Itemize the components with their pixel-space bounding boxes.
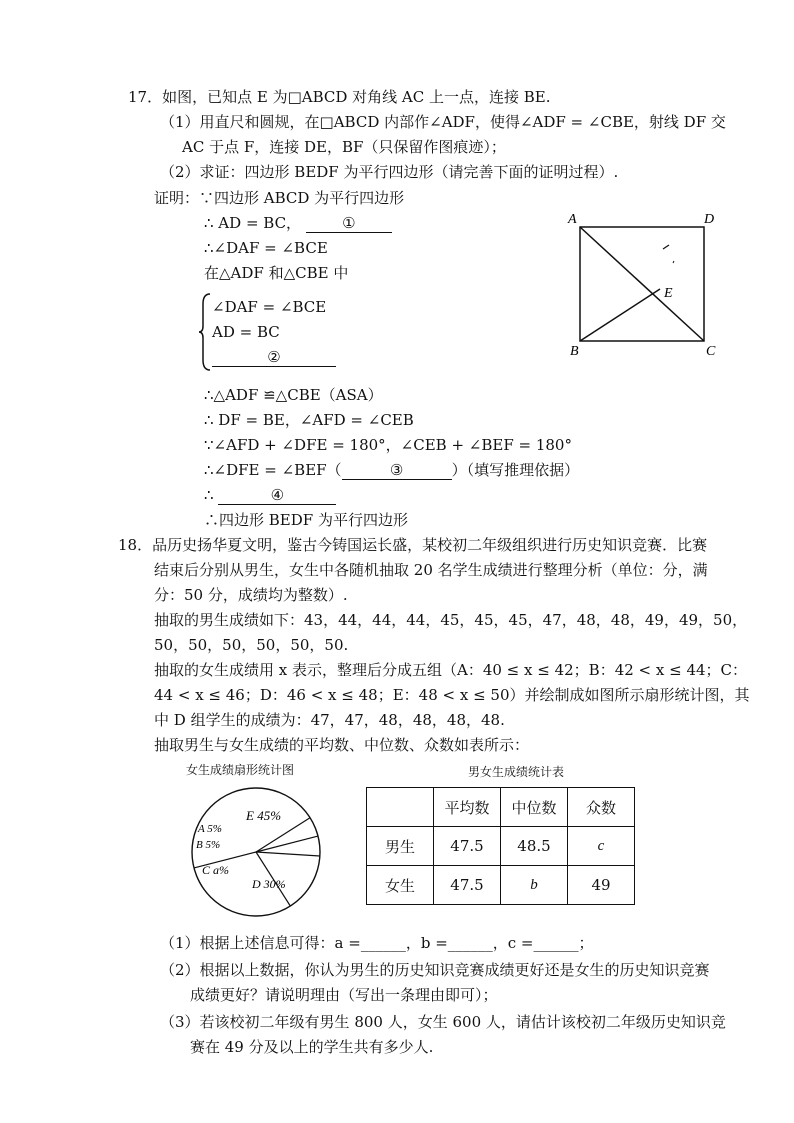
q17-part1-line1: （1）用直尺和圆规，在□ABCD 内部作∠ADF，使得∠ADF = ∠CBE，射线 DF 交 (160, 113, 726, 131)
pie-slice-c-boundary (256, 852, 320, 856)
label-c: C (706, 344, 716, 355)
table-header-cell: 平均数 (434, 788, 501, 827)
table-header-cell: 中位数 (501, 788, 568, 827)
system-brace (198, 292, 212, 372)
proof-line-1: 证明：∵四边形 ABCD 为平行四边形 (154, 189, 405, 207)
q18-sub-2-line-2: 成绩更好？请说明理由（写出一条理由即可）； (190, 986, 498, 1004)
q17-part1-line2: AC 于点 F，连接 DE，BF（只保留作图痕迹）； (182, 138, 506, 156)
table-cell: c (568, 827, 635, 866)
proof-line-8-prefix: ∴∠DFE = ∠BEF（ (204, 461, 342, 479)
proof-line-9-prefix: ∴ (204, 486, 214, 504)
construction-mark-1 (663, 245, 669, 249)
proof-line-8 (204, 460, 579, 480)
q18-line-9: 抽取男生与女生成绩的平均数、中位数、众数如表所示： (154, 736, 530, 754)
proof-line-8-suffix: ）（填写推理依据） (451, 461, 580, 479)
q18-line-7: 44 < x ≤ 46；D：46 < x ≤ 48；E：48 < x ≤ 50）并绘制成如图所示扇形统计图，其 (154, 686, 750, 704)
system-line-2: AD = BC (212, 323, 280, 341)
answer-blank-3[interactable]: ③ (342, 461, 452, 480)
pie-label-d: D 30% (252, 877, 286, 891)
q18-sub-1: （1）根据上述信息可得：a =______，b =______，c =______； (160, 934, 594, 952)
table-cell: 48.5 (501, 827, 568, 866)
pie-label-a: A 5% (198, 823, 222, 835)
proof-line-2-text: ∴ AD = BC， (204, 214, 302, 232)
label-e: E (664, 286, 673, 301)
table-title: 男女生成绩统计表 (468, 765, 565, 779)
q17-part2: （2）求证：四边形 BEDF 为平行四边形（请完善下面的证明过程）. (160, 163, 619, 181)
table-row (367, 866, 635, 905)
pie-slice-b-boundary (256, 836, 318, 852)
label-b: B (570, 344, 579, 355)
parallelogram-figure (560, 205, 730, 355)
table-cell: 男生 (367, 827, 434, 866)
q18-line-1: 18．品历史扬华夏文明，鉴古今铸国运长盛，某校初二年级组织进行历史知识竞赛．比赛 (118, 536, 708, 554)
pie-label-e: E 45% (246, 808, 282, 823)
table-row (367, 827, 635, 866)
proof-line-6: ∴ DF = BE，∠AFD = ∠CEB (204, 411, 414, 429)
q18-line-3: 分：50 分，成绩均为整数）. (154, 586, 348, 604)
table-cell: b (501, 866, 568, 905)
table-header-cell (367, 788, 434, 827)
proof-line-4: 在△ADF 和△CBE 中 (204, 264, 349, 282)
stats-table (366, 787, 635, 905)
q18-line-4: 抽取的男生成绩如下：43，44，44，44，45，45，45，47，48，48，49，49，50， (154, 611, 748, 629)
q18-line-5: 50，50，50，50，50，50. (154, 636, 349, 654)
q17-header: 17．如图，已知点 E 为□ABCD 对角线 AC 上一点，连接 BE. (128, 88, 551, 106)
proof-line-7: ∵∠AFD + ∠DFE = 180°，∠CEB + ∠BEF = 180° (204, 436, 572, 454)
pie-chart-title: 女生成绩扇形统计图 (186, 763, 295, 777)
table-header-cell: 众数 (568, 788, 635, 827)
table-header-row (367, 788, 635, 827)
diagonal-ac (580, 227, 704, 341)
proof-line-10: ∴四边形 BEDF 为平行四边形 (204, 511, 408, 529)
table-cell: 49 (568, 866, 635, 905)
answer-blank-1[interactable]: ① (306, 214, 392, 233)
construction-mark-2 (673, 261, 674, 263)
proof-line-3: ∴∠DAF = ∠BCE (204, 239, 328, 257)
proof-line-2 (204, 213, 392, 233)
table-cell: 女生 (367, 866, 434, 905)
q18-line-6: 抽取的女生成绩用 x 表示，整理后分成五组（A：40 ≤ x ≤ 42；B：42 < x ≤ 44；C： (154, 661, 748, 679)
system-line-3 (212, 347, 336, 367)
segment-be (580, 289, 660, 341)
pie-label-c: C a% (202, 863, 229, 877)
table-cell: 47.5 (434, 827, 501, 866)
system-line-1: ∠DAF = ∠BCE (212, 298, 327, 316)
answer-blank-4[interactable]: ④ (218, 486, 336, 505)
table-cell: 47.5 (434, 866, 501, 905)
q18-line-2: 结束后分别从男生，女生中各随机抽取 20 名学生成绩进行整理分析（单位：分，满 (154, 561, 708, 579)
q18-sub-3-line-2: 赛在 49 分及以上的学生共有多少人. (190, 1038, 434, 1056)
label-d: D (704, 212, 715, 227)
q18-line-8: 中 D 组学生的成绩为：47，47，48，48，48，48. (154, 711, 505, 729)
proof-line-5: ∴△ADF ≌△CBE（ASA） (204, 386, 383, 404)
q18-sub-2-line-1: （2）根据以上数据，你认为男生的历史知识竞赛成绩更好还是女生的历史知识竞赛 (160, 961, 710, 979)
pie-label-b: B 5% (196, 839, 221, 851)
pie-chart (186, 782, 326, 922)
answer-blank-2[interactable]: ② (212, 348, 336, 367)
q18-sub-3-line-1: （3）若该校初二年级有男生 800 人，女生 600 人，请估计该校初二年级历史知识竞 (160, 1013, 726, 1031)
proof-line-9 (204, 485, 336, 505)
label-a: A (568, 212, 577, 227)
